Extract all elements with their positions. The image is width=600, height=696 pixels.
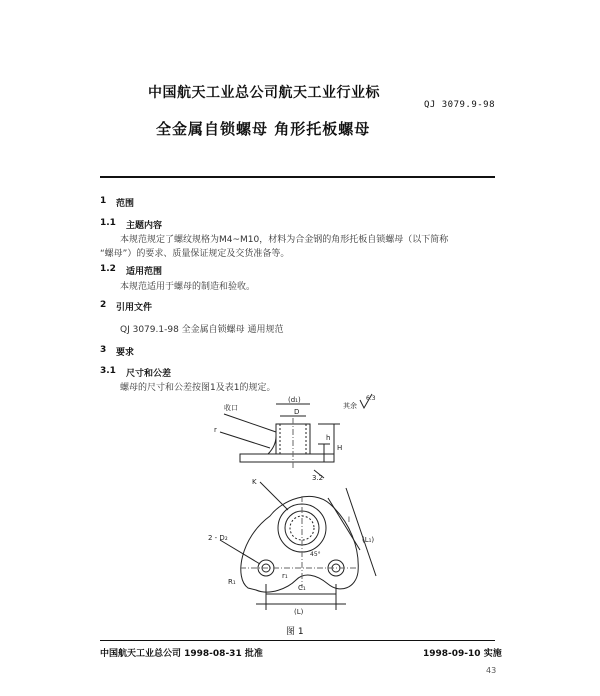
label-l: l [348, 516, 350, 524]
figure-caption: 图 1 [286, 627, 304, 637]
header-divider [100, 176, 495, 178]
footer-divider [100, 640, 495, 641]
document-title: 全金属自锁螺母 角形托板螺母 [156, 120, 371, 138]
nut-body [276, 424, 310, 454]
section-1-2-text: 本规范适用于螺母的制造和验收。 [120, 282, 256, 292]
section-1-2-heading: 适用范围 [126, 267, 163, 277]
label-h: h [326, 434, 331, 442]
label-ds: (d₁) [288, 396, 301, 404]
section-1-1-text-line2: “螺母”）的要求、质量保证规定及交货准备等。 [100, 249, 290, 259]
label-r: r [214, 426, 217, 434]
section-3-1-text: 螺母的尺寸和公差按图1及表1的规定。 [120, 383, 276, 393]
label-R1: R₁ [228, 578, 236, 586]
plate-base [240, 454, 334, 462]
section-1-1-text-line1: 本规范规定了螺纹规格为M4~M10，材料为合金钢的角形托板自锁螺母（以下简称 [120, 235, 449, 245]
implementation-date: 1998-09-10 实施 [423, 649, 502, 659]
label-r1: r₁ [282, 572, 288, 580]
approval-line: 中国航天工业总公司 1998-08-31 批准 [100, 649, 263, 659]
label-L1: (L₁) [362, 536, 375, 544]
label-shoulder: 收口 [224, 404, 238, 412]
section-3-number: 3 [100, 345, 107, 355]
label-roughness-rest: 其余 [343, 402, 357, 410]
section-1-2-number: 1.2 [100, 264, 116, 274]
section-3-1-number: 3.1 [100, 366, 116, 376]
section-2-heading: 引用文件 [116, 303, 153, 313]
side-view [220, 404, 343, 478]
standard-code: QJ 3079.9-98 [424, 100, 496, 110]
section-2-number: 2 [100, 300, 107, 310]
label-2-D2: 2 - D₂ [208, 534, 228, 542]
label-L: (L) [294, 608, 304, 616]
label-H: H [337, 444, 343, 452]
section-3-heading: 要求 [116, 348, 135, 358]
label-C1: C₁ [298, 584, 306, 592]
issuing-organization: 中国航天工业总公司航天工业行业标 [148, 85, 380, 101]
label-roughness-value: 6.3 [366, 395, 376, 402]
fillet [268, 436, 276, 454]
label-angle: 3.2 [312, 474, 324, 482]
section-1-number: 1 [100, 196, 107, 206]
section-3-1-heading: 尺寸和公差 [126, 369, 172, 379]
label-angle-45: 45° [310, 551, 321, 558]
label-K: K [252, 478, 257, 486]
label-D: D [294, 408, 300, 416]
page-number: 43 [486, 666, 497, 675]
figure-1-drawing [200, 388, 410, 620]
section-1-heading: 范围 [116, 199, 135, 209]
section-2-text: QJ 3079.1-98 全金属自锁螺母 通用规范 [120, 325, 284, 335]
section-1-1-number: 1.1 [100, 218, 116, 228]
section-1-1-heading: 主题内容 [126, 221, 163, 231]
